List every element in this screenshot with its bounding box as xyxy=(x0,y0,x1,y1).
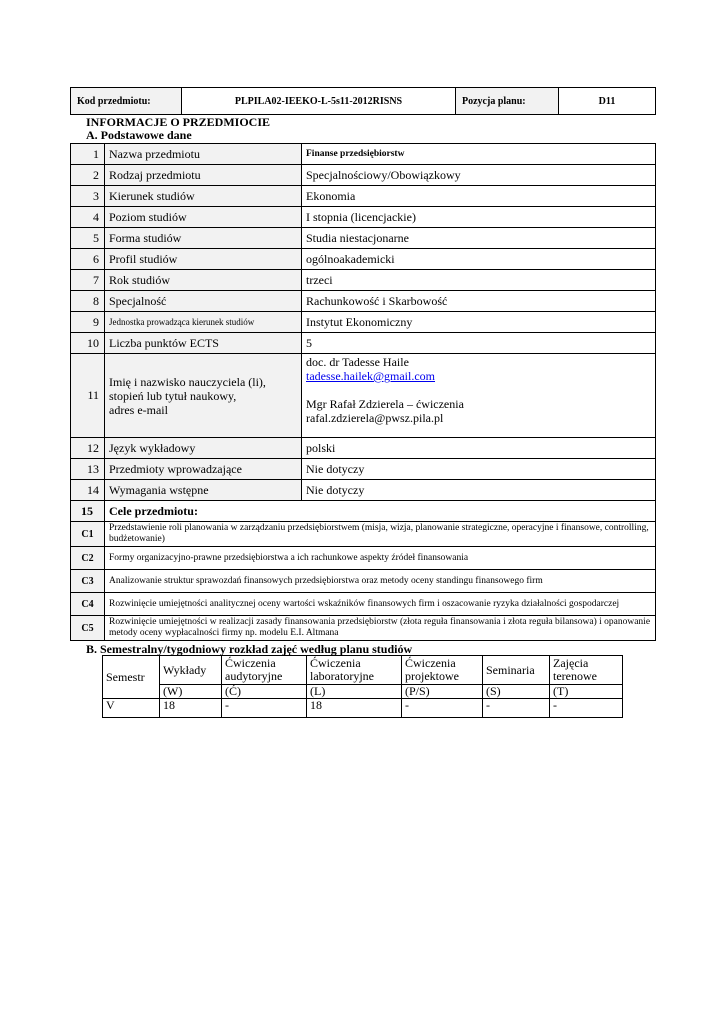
abbr-cell: (S) xyxy=(483,685,550,699)
row-label: Rok studiów xyxy=(105,270,302,291)
table-row xyxy=(71,144,656,165)
kod-label: Kod przedmiotu: xyxy=(71,88,182,115)
data-cell: - xyxy=(550,699,623,718)
section-title: INFORMACJE O PRZEDMIOCIE xyxy=(86,115,271,129)
cel-text: Analizowanie struktur sprawozdań finansowych przedsiębiorstwa oraz metody oceny standingu finansowego firm xyxy=(105,570,656,593)
h-cw-aud: Ćwiczenia audytoryjne xyxy=(222,656,307,685)
data-cell: V xyxy=(103,699,160,718)
row-label: Liczba punktów ECTS xyxy=(105,333,302,354)
schedule-header-row xyxy=(103,656,623,685)
cel-row xyxy=(71,593,656,616)
row-number: 9 xyxy=(71,312,105,333)
cel-row xyxy=(71,522,656,547)
section-b-title: B. Semestralny/tygodniowy rozkład zajęć według planu studiów xyxy=(86,642,413,656)
basic-data-table xyxy=(70,143,656,641)
teacher-1: doc. dr Tadesse Haile xyxy=(306,355,409,369)
abbr-cell: (L) xyxy=(307,685,402,699)
cel-code: C1 xyxy=(71,522,105,547)
row-number: 15 xyxy=(71,501,105,522)
cel-row xyxy=(71,547,656,570)
h-semestr: Semestr xyxy=(103,656,160,699)
row-number: 14 xyxy=(71,480,105,501)
h-cw-proj: Ćwiczenia projektowe xyxy=(402,656,483,685)
row-value: trzeci xyxy=(302,270,656,291)
cel-code: C3 xyxy=(71,570,105,593)
table-row xyxy=(71,249,656,270)
cel-text: Formy organizacyjno-prawne przedsiębiorstwa a ich rachunkowe aspekty źródeł finansowania xyxy=(105,547,656,570)
row-label: Imię i nazwisko nauczyciela (li), stopień lub tytuł naukowy, adres e-mail xyxy=(105,354,302,438)
abbr-cell: (P/S) xyxy=(402,685,483,699)
teacher-2: Mgr Rafał Zdzierela – ćwiczenia xyxy=(306,397,464,411)
data-cell: - xyxy=(402,699,483,718)
row-value: ogólnoakademicki xyxy=(302,249,656,270)
data-cell: 18 xyxy=(307,699,402,718)
data-cell: - xyxy=(222,699,307,718)
cel-row xyxy=(71,616,656,641)
row-value: Specjalnościowy/Obowiązkowy xyxy=(302,165,656,186)
row-value: polski xyxy=(302,438,656,459)
cel-row xyxy=(71,570,656,593)
row-value: Finanse przedsiębiorstw xyxy=(302,144,656,165)
table-row xyxy=(71,186,656,207)
teacher-1-email[interactable]: tadesse.hailek@gmail.com xyxy=(306,369,436,383)
row-number: 12 xyxy=(71,438,105,459)
cel-code: C5 xyxy=(71,616,105,641)
row-label: Nazwa przedmiotu xyxy=(105,144,302,165)
row-value: I stopnia (licencjackie) xyxy=(302,207,656,228)
table-row-teachers xyxy=(71,354,656,438)
row-label: Poziom studiów xyxy=(105,207,302,228)
row-label: Język wykładowy xyxy=(105,438,302,459)
table-row xyxy=(71,207,656,228)
row-number: 13 xyxy=(71,459,105,480)
table-row xyxy=(71,270,656,291)
h-cw-lab: Ćwiczenia laboratoryjne xyxy=(307,656,402,685)
row-label: Profil studiów xyxy=(105,249,302,270)
row-value: Nie dotyczy xyxy=(302,480,656,501)
pozycja-value: D11 xyxy=(559,88,656,115)
table-row xyxy=(71,165,656,186)
abbr-cell: (Ć) xyxy=(222,685,307,699)
row-value: Nie dotyczy xyxy=(302,459,656,480)
schedule-data-row xyxy=(103,699,623,718)
table-row xyxy=(71,459,656,480)
abbr-cell: (T) xyxy=(550,685,623,699)
cel-code: C2 xyxy=(71,547,105,570)
row-number: 1 xyxy=(71,144,105,165)
row-number: 7 xyxy=(71,270,105,291)
cel-code: C4 xyxy=(71,593,105,616)
h-seminaria: Seminaria xyxy=(483,656,550,685)
cele-title: Cele przedmiotu: xyxy=(105,501,656,522)
kod-value: PLPILA02-IEEKO-L-5s11-2012RISNS xyxy=(182,88,456,115)
row-value: 5 xyxy=(302,333,656,354)
row-value: Rachunkowość i Skarbowość xyxy=(302,291,656,312)
table-row xyxy=(71,312,656,333)
row-value: Ekonomia xyxy=(302,186,656,207)
row-value: Instytut Ekonomiczny xyxy=(302,312,656,333)
row-number: 2 xyxy=(71,165,105,186)
row-number: 8 xyxy=(71,291,105,312)
section-a-title: A. Podstawowe dane xyxy=(86,128,192,142)
row-label: Wymagania wstępne xyxy=(105,480,302,501)
table-row xyxy=(71,228,656,249)
table-row xyxy=(71,480,656,501)
row-label: Specjalność xyxy=(105,291,302,312)
data-cell: 18 xyxy=(160,699,222,718)
cel-text: Rozwinięcie umiejętności analitycznej oceny wartości wskaźników finansowych firm i oszacowanie ryzyka działalności gospodarczej xyxy=(105,593,656,616)
row-number: 3 xyxy=(71,186,105,207)
row-number: 5 xyxy=(71,228,105,249)
abbr-cell: (W) xyxy=(160,685,222,699)
table-row-cele-header xyxy=(71,501,656,522)
row-number: 10 xyxy=(71,333,105,354)
schedule-table xyxy=(102,655,623,718)
cel-text: Przedstawienie roli planowania w zarządzaniu przedsiębiorstwem (misja, wizja, planowanie strategiczne, operacyjne i finansowe, controlling, budżetowanie) xyxy=(105,522,656,547)
row-number: 4 xyxy=(71,207,105,228)
row-label: Kierunek studiów xyxy=(105,186,302,207)
h-zajecia: Zajęcia terenowe xyxy=(550,656,623,685)
header-table xyxy=(70,87,656,115)
cel-text: Rozwinięcie umiejętności w realizacji zasady finansowania przedsiębiorstw (złota reguła finansowania i złota reguła bilansowa) i opanowanie metody oceny wypłacalności firmy np. modelu E.I. Altmana xyxy=(105,616,656,641)
data-cell: - xyxy=(483,699,550,718)
teachers-cell xyxy=(302,354,656,438)
row-label: Jednostka prowadząca kierunek studiów xyxy=(105,312,302,333)
row-number: 6 xyxy=(71,249,105,270)
h-wyklady: Wykłady xyxy=(160,656,222,685)
table-row xyxy=(71,291,656,312)
row-number: 11 xyxy=(71,354,105,438)
table-row xyxy=(71,438,656,459)
row-value: Studia niestacjonarne xyxy=(302,228,656,249)
teacher-2-email: rafal.zdzierela@pwsz.pila.pl xyxy=(306,411,444,425)
row-label: Rodzaj przedmiotu xyxy=(105,165,302,186)
row-label: Przedmioty wprowadzające xyxy=(105,459,302,480)
schedule-abbr-row xyxy=(103,685,623,699)
pozycja-label: Pozycja planu: xyxy=(456,88,559,115)
table-row xyxy=(71,333,656,354)
row-label: Forma studiów xyxy=(105,228,302,249)
